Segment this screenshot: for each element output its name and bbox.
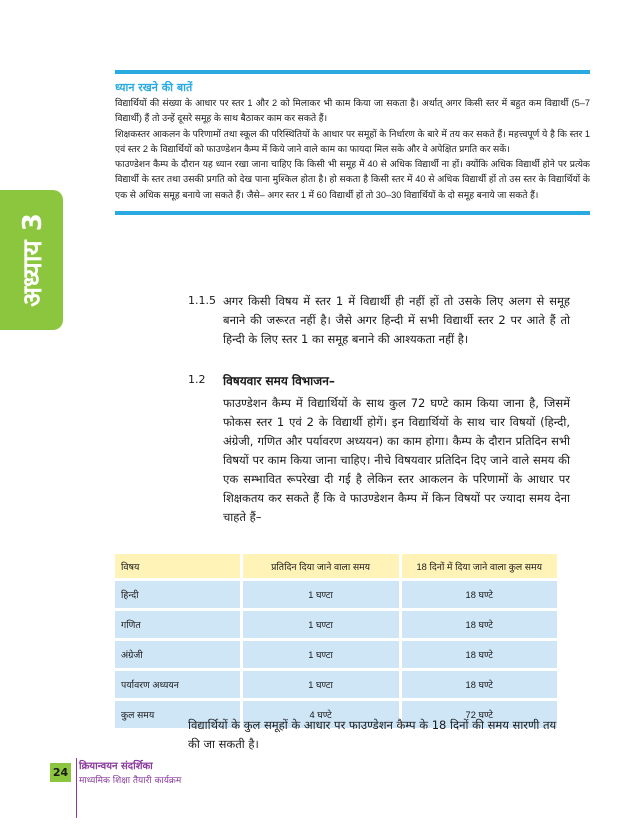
table-cell: हिन्दी: [114, 580, 242, 610]
table-cell: 1 घण्टा: [241, 580, 400, 610]
table-header-cell: प्रतिदिन दिया जाने वाला समय: [241, 553, 400, 580]
section-number: 1.2: [188, 373, 206, 386]
table-header-cell: विषय: [114, 553, 242, 580]
note-paragraph: फाउण्डेशन कैम्प के दौरान यह ध्यान रखा जाना चाहिए कि किसी भी समूह में 40 से अधिक विद्यार्थी ना हों। क्योंकि अधिक विद्यार्थी होने पर प्रत्येक विद्यार्थी के स्तर तथा उसकी प्रगति को देख पाना मुश्किल होता है। हो सकता है किसी स्तर में 40 से अधिक विद्यार्थी हों तो उस स्तर के विद्यार्थियों के एक से अधिक समूह बनाये जा सकते हैं। जैसे– अगर स्तर 1 में 60 विद्यार्थी हों तो 30–30 विद्यार्थियों के दो समूह बनाये जा सकते हैं।: [115, 159, 590, 200]
table-cell: 72 घण्टे: [400, 700, 558, 730]
chapter-label: अध्याय 3: [18, 213, 48, 307]
page-number: 24: [50, 763, 71, 782]
table-cell: 1 घण्टा: [241, 610, 400, 640]
table-cell: 1 घण्टा: [241, 670, 400, 700]
table-cell: पर्यावरण अध्ययन: [114, 670, 242, 700]
note-box: [115, 70, 590, 215]
table-row: [114, 640, 559, 670]
time-allocation-table: [112, 551, 560, 731]
section-1-2: [188, 372, 570, 389]
table-cell: गणित: [114, 610, 242, 640]
table-row: [114, 580, 559, 610]
table-cell: अंग्रेजी: [114, 640, 242, 670]
table-cell: 1 घण्टा: [241, 640, 400, 670]
table-cell: 18 घण्टे: [400, 610, 558, 640]
table-header-cell: 18 दिनों में दिया जाने वाला कुल समय: [400, 553, 558, 580]
table-cell: 18 घण्टे: [400, 670, 558, 700]
note-title: ध्यान रखने की बातें: [115, 81, 193, 94]
closing-paragraph: विद्यार्थियों के कुल समूहों के आधार पर फाउण्डेशन कैम्प के 18 दिनों की समय सारणी तय की जा सकती है।: [188, 718, 557, 751]
note-paragraph: विद्यार्थियों की संख्या के आधार पर स्तर 1 और 2 को मिलाकर भी काम किया जा सकता है। अर्थात् अगर किसी स्तर में बहुत कम विद्यार्थी (5–7 विद्यार्थी) हैं तो उन्हें दूसरे समूह के साथ बैठाकर काम कर सकते हैं।: [115, 98, 590, 124]
note-top-rule: [115, 70, 590, 74]
section-1-1-5: [188, 292, 570, 349]
table-cell: 18 घण्टे: [400, 640, 558, 670]
note-bottom-rule: [115, 211, 590, 215]
footer-subtitle: माध्यमिक शिक्षा तैयारी कार्यक्रम: [79, 776, 182, 786]
table-cell: 18 घण्टे: [400, 580, 558, 610]
table-row: [114, 670, 559, 700]
section-heading: विषयवार समय विभाजन–: [223, 374, 335, 388]
table-cell: कुल समय: [114, 700, 242, 730]
table-header-row: [114, 553, 559, 580]
footer-title: क्रियान्वयन संदर्शिका: [79, 761, 153, 772]
section-number: 1.1.5: [188, 294, 216, 307]
footer-divider: [76, 758, 77, 818]
note-paragraph: शिक्षकस्तर आकलन के परिणामों तथा स्कूल की परिस्थितियों के आधार पर समूहों के निर्धारण के बारे में तय कर सकते हैं। महत्त्वपूर्ण ये है कि स्तर 1 एवं स्तर 2 के विद्यार्थियों को फाउण्डेशन कैम्प में किये जाने वाले काम का फायदा मिल सके और वे अपेक्षित प्रगति कर सकें।: [115, 128, 590, 154]
table-cell: 4 घण्टे: [241, 700, 400, 730]
section-text: अगर किसी विषय में स्तर 1 में विद्यार्थी ही नहीं हों तो उसके लिए अलग से समूह बनाने की जरूरत नहीं है। जैसे अगर हिन्दी में सभी विद्यार्थी स्तर 2 पर आते हैं तो हिन्दी के लिए स्तर 1 का समूह बनाने की आश्यकता नहीं है।: [223, 294, 570, 346]
table-row: [114, 610, 559, 640]
section-paragraph: फाउण्डेशन कैम्प में विद्यार्थियों के साथ कुल 72 घण्टे काम किया जाना है, जिसमें फोकस स्तर 1 एवं 2 के विद्यार्थी होगें। इन विद्यार्थियों के साथ चार विषयों (हिन्दी, अंग्रेजी, गणित और पर्यावरण अध्ययन) का काम होगा। कैम्प के दौरान प्रतिदिन सभी विषयों पर काम किया जाना चाहिए। नीचे विषयवार प्रतिदिन दिए जाने वाले समय की एक सम्भावित रूपरेखा दी गई है लेकिन स्तर आकलन के परिणामों के आधार पर शिक्षकतय कर सकते हैं कि वे फाउण्डेशन कैम्प में किन विषयों पर ज्यादा समय देना चाहते हैं–: [223, 396, 570, 524]
